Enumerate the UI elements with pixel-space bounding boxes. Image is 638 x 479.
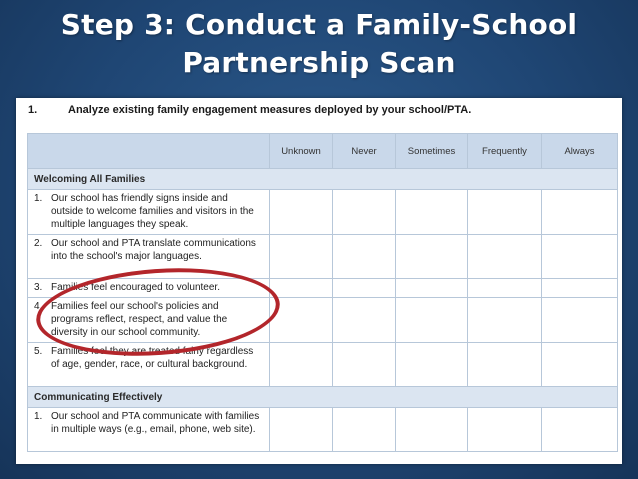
rating-cell-never[interactable] — [333, 298, 396, 343]
rating-cell-always[interactable] — [542, 343, 618, 387]
table-row — [28, 190, 618, 235]
rating-cell-always[interactable] — [542, 190, 618, 235]
rating-cell-frequently[interactable] — [468, 408, 542, 452]
table-header-row — [28, 134, 618, 169]
table-row — [28, 235, 618, 279]
question-cell — [28, 190, 270, 235]
item-number: 1. — [34, 193, 43, 204]
column-header-never: Never — [333, 134, 396, 169]
rating-cell-sometimes[interactable] — [396, 279, 468, 298]
item-number: 2. — [34, 238, 43, 249]
rating-cell-unknown[interactable] — [270, 235, 333, 279]
rating-cell-frequently[interactable] — [468, 235, 542, 279]
rating-cell-sometimes[interactable] — [396, 235, 468, 279]
rating-cell-frequently[interactable] — [468, 298, 542, 343]
rating-cell-frequently[interactable] — [468, 279, 542, 298]
rating-cell-sometimes[interactable] — [396, 298, 468, 343]
question-cell — [28, 279, 270, 298]
item-number: 1. — [34, 411, 43, 422]
table-row — [28, 298, 618, 343]
engagement-table — [27, 133, 618, 452]
column-header-always: Always — [542, 134, 618, 169]
table-row — [28, 343, 618, 387]
table-row — [28, 279, 618, 298]
rating-cell-never[interactable] — [333, 235, 396, 279]
rating-cell-sometimes[interactable] — [396, 408, 468, 452]
item-text: Our school has friendly signs inside and outside to welcome families and visitors in the multiple languages they speak. — [51, 193, 254, 230]
rating-cell-never[interactable] — [333, 408, 396, 452]
rating-cell-never[interactable] — [333, 343, 396, 387]
rating-cell-sometimes[interactable] — [396, 343, 468, 387]
rating-cell-unknown[interactable] — [270, 343, 333, 387]
column-header-frequently: Frequently — [468, 134, 542, 169]
rating-cell-never[interactable] — [333, 190, 396, 235]
slide-title-line-1: Step 3: Conduct a Family-School — [60, 8, 578, 41]
table-row — [28, 408, 618, 452]
header-blank — [28, 134, 270, 169]
item-text: Families feel they are treated fairly regardless of age, gender, race, or cultural background. — [51, 346, 254, 370]
section-heading: Welcoming All Families — [28, 169, 618, 190]
rating-cell-never[interactable] — [333, 279, 396, 298]
rating-cell-unknown[interactable] — [270, 408, 333, 452]
rating-cell-always[interactable] — [542, 408, 618, 452]
question-text: Analyze existing family engagement measures deployed by your school/PTA. — [68, 104, 472, 116]
item-text: Our school and PTA translate communications into the school's major languages. — [51, 238, 256, 262]
column-header-unknown: Unknown — [270, 134, 333, 169]
question-cell — [28, 235, 270, 279]
question-number: 1. — [28, 104, 38, 116]
item-number: 3. — [34, 282, 43, 293]
rating-cell-unknown[interactable] — [270, 298, 333, 343]
item-text: Our school and PTA communicate with families in multiple ways (e.g., email, phone, web site). — [51, 411, 260, 435]
item-number: 5. — [34, 346, 43, 357]
question-cell — [28, 298, 270, 343]
item-text: Families feel our school's policies and programs reflect, respect, and value the diversity in our school community. — [51, 301, 228, 338]
rating-cell-always[interactable] — [542, 298, 618, 343]
worksheet — [16, 98, 622, 464]
question-cell — [28, 408, 270, 452]
rating-cell-always[interactable] — [542, 235, 618, 279]
rating-cell-unknown[interactable] — [270, 190, 333, 235]
section-row-welcoming — [28, 169, 618, 190]
rating-cell-always[interactable] — [542, 279, 618, 298]
question-heading — [28, 104, 471, 116]
item-number: 4. — [34, 301, 43, 312]
slide-title-line-2: Partnership Scan — [182, 46, 456, 79]
rating-cell-unknown[interactable] — [270, 279, 333, 298]
rating-cell-frequently[interactable] — [468, 190, 542, 235]
rating-cell-frequently[interactable] — [468, 343, 542, 387]
section-heading: Communicating Effectively — [28, 387, 618, 408]
item-text: Families feel encouraged to volunteer. — [51, 282, 220, 293]
slide-title — [0, 6, 638, 82]
question-cell — [28, 343, 270, 387]
column-header-sometimes: Sometimes — [396, 134, 468, 169]
section-row-communicating — [28, 387, 618, 408]
rating-cell-sometimes[interactable] — [396, 190, 468, 235]
